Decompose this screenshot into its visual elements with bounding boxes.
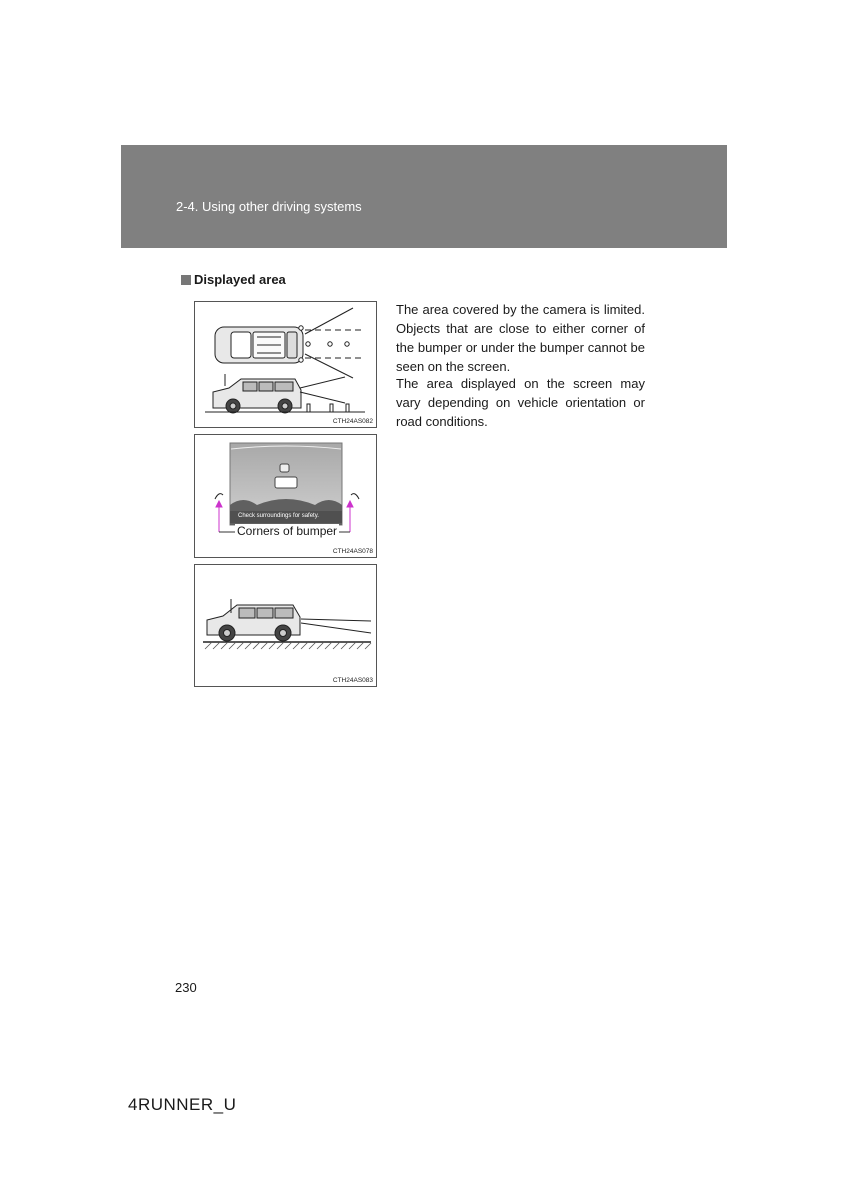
figure-camera-range bbox=[194, 301, 377, 428]
figure-code: CTH24AS078 bbox=[332, 548, 373, 555]
figure-code: CTH24AS082 bbox=[332, 418, 373, 425]
camera-angle-illustration bbox=[195, 565, 376, 686]
camera-range-illustration bbox=[195, 302, 376, 427]
figure-caption: Corners of bumper bbox=[237, 524, 338, 538]
body-paragraph: The area displayed on the screen may vary depending on vehicle orientation or road conditions. bbox=[396, 376, 645, 429]
car-top-view bbox=[215, 327, 303, 363]
screen-view-illustration bbox=[195, 435, 376, 557]
screen-warning-message: Check surroundings for safety. bbox=[238, 513, 319, 519]
figure-code: CTH24AS083 bbox=[332, 677, 373, 684]
page-number: 230 bbox=[175, 980, 197, 995]
chapter-header bbox=[121, 145, 727, 248]
car-side-view bbox=[213, 379, 301, 413]
footer-model: 4RUNNER_U bbox=[128, 1095, 237, 1114]
car-side-view bbox=[207, 605, 300, 641]
body-paragraph: The area covered by the camera is limited. Objects that are close to either corner of the bumper or under the bumper cannot be seen on the screen. bbox=[396, 302, 645, 374]
figure-screen-view bbox=[194, 434, 377, 558]
figure-camera-angle bbox=[194, 564, 377, 687]
section-heading bbox=[181, 272, 286, 287]
square-bullet-icon bbox=[181, 275, 191, 285]
chapter-title: 2-4. Using other driving systems bbox=[176, 199, 362, 214]
section-heading-text: Displayed area bbox=[194, 272, 286, 287]
